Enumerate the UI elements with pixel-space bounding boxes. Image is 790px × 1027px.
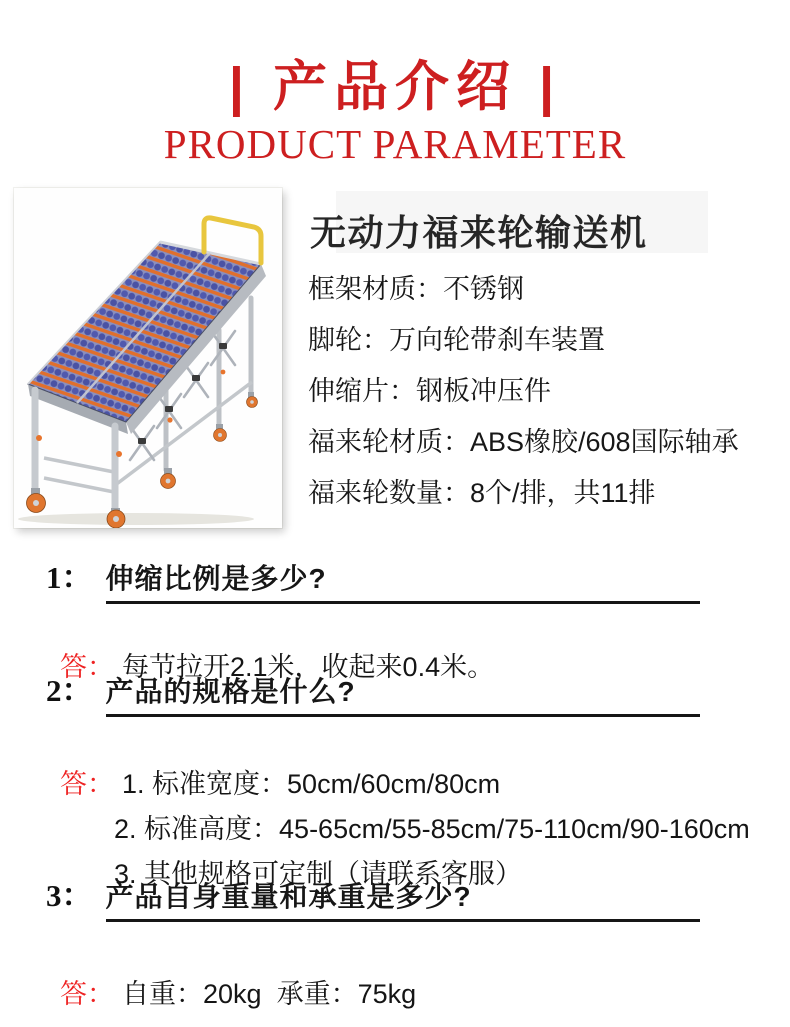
product-photo — [14, 188, 282, 528]
question-3-number: 3： — [46, 878, 93, 913]
section-title: | 产品介绍 | — [228, 57, 562, 117]
product-specs — [308, 264, 786, 519]
answer-label: 答： — [60, 979, 115, 1009]
question-1-text: 伸缩比例是多少? — [105, 563, 327, 594]
question-1-underline — [106, 562, 701, 604]
question-1-number: 1： — [46, 560, 93, 595]
spec-wheel-count: 福来轮数量：8个/排，共11排 — [308, 478, 656, 508]
question-3-text: 产品自身重量和承重是多少? — [105, 881, 472, 912]
answer-3 — [30, 946, 416, 1027]
spec-frame-material: 框架材质：不锈钢 — [308, 274, 524, 304]
wheel-deck — [28, 242, 261, 422]
question-2-underline — [106, 675, 701, 717]
answer-1-text: 每节拉开2.1米，收起来0.4米。 — [122, 652, 495, 682]
answer-2-height: 2. 标准高度：45-65cm/55-85cm/75-110cm/90-160cm — [114, 814, 750, 844]
question-2-number: 2： — [46, 673, 93, 708]
question-3-underline — [106, 880, 701, 922]
question-3 — [46, 879, 700, 922]
question-2 — [46, 674, 700, 717]
answer-label: 答： — [60, 769, 115, 799]
answer-3-text: 自重：20kg 承重：75kg — [122, 979, 417, 1009]
answer-2-width: 1. 标准宽度：50cm/60cm/80cm — [122, 769, 501, 799]
spec-telescopic-plate: 伸缩片：钢板冲压件 — [308, 376, 551, 406]
spec-wheel-material: 福来轮材质：ABS橡胶/608国际轴承 — [308, 427, 739, 457]
answer-label: 答： — [60, 652, 115, 682]
ground-shadow — [18, 513, 254, 525]
section-subtitle: PRODUCT PARAMETER — [163, 121, 627, 167]
spec-casters: 脚轮：万向轮带刹车装置 — [308, 325, 605, 355]
product-title: 无动力福来轮输送机 — [310, 212, 648, 253]
answer-2-custom: 3. 其他规格可定制（请联系客服） — [114, 859, 523, 889]
question-1 — [46, 561, 700, 604]
question-2-text: 产品的规格是什么? — [105, 676, 356, 707]
conveyor-illustration — [14, 188, 282, 528]
